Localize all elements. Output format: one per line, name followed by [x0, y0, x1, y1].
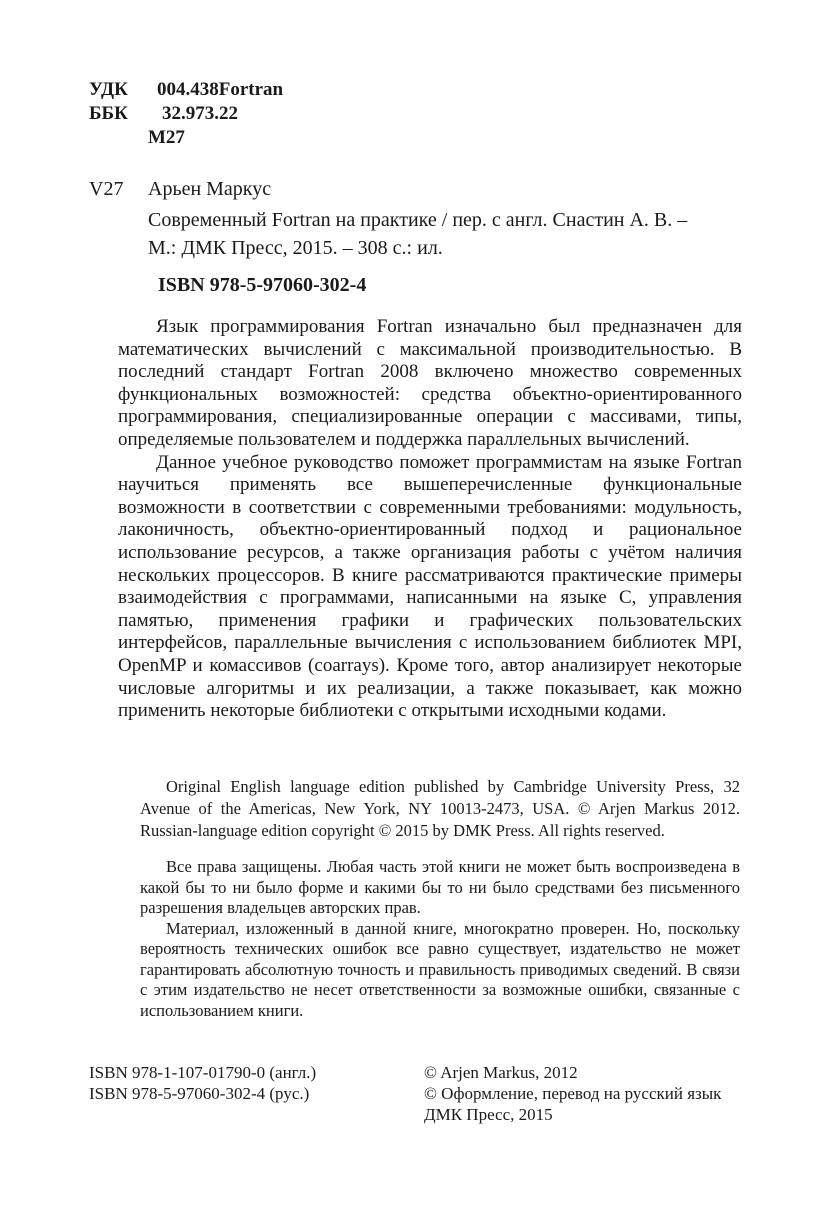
- author-name: Арьен Маркус: [148, 178, 272, 200]
- copyright-list: [424, 1062, 721, 1125]
- bbk-value: 32.973.22: [162, 103, 238, 124]
- annotation: [118, 316, 742, 723]
- annotation-paragraph-1: Язык программирования Fortran изначально был предназначен для математических вычислений с максимальной производительностью. В последний стандарт Fortran 2008 включено множество современных функциональных возможностей: средства объектно-ориентированного программирования, специализированные операции с массивами, типы, определяемые пользователем и поддержка параллельных вычислений.: [118, 316, 742, 450]
- isbn-russian: ISBN 978-5-97060-302-4 (рус.): [89, 1084, 310, 1103]
- rights-paragraph-1: Все права защищены. Любая часть этой книги не может быть воспроизведена в какой бы то ни было форме и какими бы то ни было средствами без письменного разрешения владельцев авторских прав.: [140, 857, 740, 917]
- annotation-paragraph-2: Данное учебное руководство поможет программистам на языке Fortran научиться применять все вышеперечисленные функциональные возможности в соответствии с современными требованиями: модульность, лаконичность, объектно-ориентированный подход и рациональное использование ресурсов, а также организация работы с учётом наличия нескольких процессоров. В книге рассматриваются практические примеры взаимодействия с программами, написанными на языке С, управления памятью, применения графики и графических пользовательских интерфейсов, параллельные вычисления с использованием библиотек MPI, OpenMP и комассивов (coarrays). Кроме того, автор анализирует некоторые числовые алгоритмы и их реализации, а также показывает, как можно применить некоторые библиотеки с открытыми исходными кодами.: [118, 451, 742, 722]
- description-line-2: М.: ДМК Пресс, 2015. – 308 с.: ил.: [148, 237, 443, 259]
- isbn-main: ISBN 978-5-97060-302-4: [158, 274, 367, 296]
- isbn-list: [89, 1062, 316, 1104]
- bibliographic-description: [148, 206, 744, 262]
- copyright-publisher: ДМК Пресс, 2015: [424, 1105, 553, 1124]
- rights-notice: [140, 857, 740, 1021]
- copyright-design: © Оформление, перевод на русский язык: [424, 1084, 722, 1103]
- isbn-english: ISBN 978-1-107-01790-0 (англ.): [89, 1063, 317, 1082]
- description-line-1: Современный Fortran на практике / пер. с англ. Снастин А. В. –: [148, 209, 688, 231]
- rights-paragraph-2: Материал, изложенный в данной книге, многократно проверен. Но, поскольку вероятность технических ошибок все равно существует, издательство не может гарантировать абсолютную точность и правильность приводимых сведений. В связи с этим издательство не несет ответственности за возможные ошибки, связанные с использованием книги.: [140, 918, 740, 1020]
- udk-value: 004.438Fortran: [157, 79, 284, 100]
- original-edition-notice: [140, 776, 740, 842]
- author-sign: М27: [148, 127, 185, 148]
- original-edition-text: Original English language edition published by Cambridge University Press, 32 Avenue of the Americas, New York, NY 10013-2473, USA. © Arjen Markus 2012. Russian-language edition copyright © 2015 by DMK Press. All rights reserved.: [140, 777, 740, 840]
- copyright-author: © Arjen Markus, 2012: [424, 1063, 578, 1082]
- udk-label: УДК: [89, 79, 128, 100]
- cutter-sign: V27: [89, 178, 124, 200]
- bbk-label: ББК: [89, 103, 128, 124]
